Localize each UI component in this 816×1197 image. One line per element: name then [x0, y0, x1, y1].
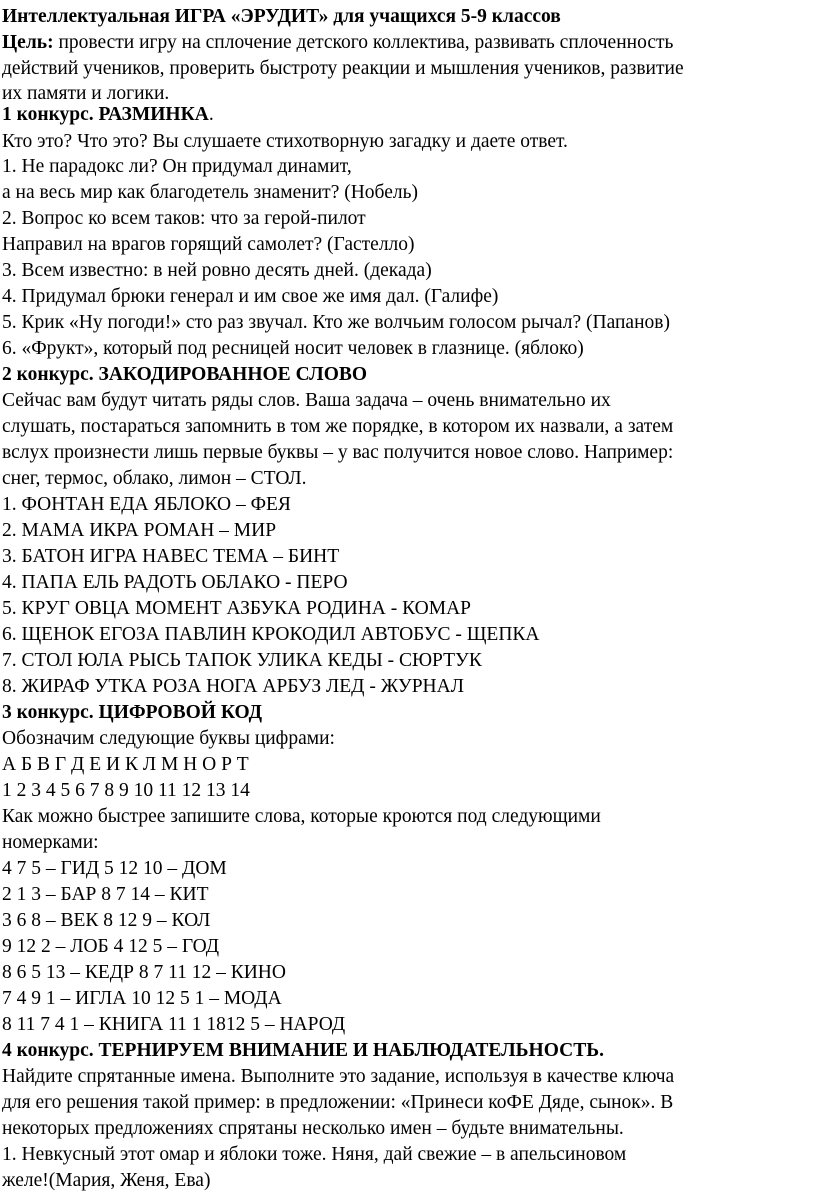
contest2-item: 3. БАТОН ИГРА НАВЕС ТЕМА – БИНТ — [2, 546, 340, 567]
document-title: Интеллектуальная ИГРА «ЭРУДИТ» для учащихся 5-9 классов — [2, 6, 561, 27]
contest3-item: 3 6 8 – ВЕК 8 12 9 – КОЛ — [2, 910, 211, 931]
contest2-item: 2. МАМА ИКРА РОМАН – МИР — [2, 520, 277, 541]
contest2-item: 8. ЖИРАФ УТКА РОЗА НОГА АРБУЗ ЛЕД - ЖУРНАЛ — [2, 676, 464, 697]
contest4-item: желе!(Мария, Женя, Ева) — [2, 1170, 211, 1191]
contest1-item: 2. Вопрос ко всем таков: что за герой-пилот — [2, 208, 366, 229]
contest3-task: Как можно быстрее запишите слова, которые кроются под следующими — [2, 806, 601, 827]
contest1-item: Направил на врагов горящий самолет? (Гастелло) — [2, 234, 415, 255]
contest1-intro: Кто это? Что это? Вы слушаете стихотворную загадку и даете ответ. — [2, 131, 568, 152]
goal-line — [2, 30, 673, 56]
contest2-item: 1. ФОНТАН ЕДА ЯБЛОКО – ФЕЯ — [2, 494, 291, 515]
contest3-heading: 3 конкурс. ЦИФРОВОЙ КОД — [2, 702, 263, 723]
contest1-item: 3. Всем известно: в ней ровно десять дней. (декада) — [2, 260, 432, 281]
goal-text: провести игру на сплочение детского коллектива, развивать сплоченность — [53, 32, 674, 53]
contest3-item: 4 7 5 – ГИД 5 12 10 – ДОМ — [2, 858, 227, 879]
contest1-item: 6. «Фрукт», который под ресницей носит человек в глазнице. (яблоко) — [2, 338, 584, 359]
goal-text: действий учеников, проверить быстроту реакции и мышления учеников, развитие — [2, 58, 684, 79]
contest1-heading: 1 конкурс. РАЗМИНКА. — [2, 104, 214, 125]
contest4-intro: некоторых предложениях спрятаны несколько имен – будьте внимательны. — [2, 1118, 624, 1139]
contest2-item: 4. ПАПА ЕЛЬ РАДОТЬ ОБЛАКО - ПЕРО — [2, 572, 348, 593]
contest2-intro: снег, термос, облако, лимон – СТОЛ. — [2, 468, 307, 489]
contest4-item: 1. Невкусный этот омар и яблоки тоже. Няня, дай свежие – в апельсиновом — [2, 1144, 627, 1165]
contest4-intro: Найдите спрятанные имена. Выполните это задание, используя в качестве ключа — [2, 1066, 675, 1087]
contest2-item: 7. СТОЛ ЮЛА РЫСЬ ТАПОК УЛИКА КЕДЫ - СЮРТУК — [2, 650, 482, 671]
contest2-intro: вслух произнести лишь первые буквы – у вас получится новое слово. Например: — [2, 442, 674, 463]
contest3-item: 7 4 9 1 – ИГЛА 10 12 5 1 – МОДА — [2, 988, 282, 1009]
contest1-item: 4. Придумал брюки генерал и им свое же имя дал. (Галифе) — [2, 286, 499, 307]
contest3-intro: Обозначим следующие буквы цифрами: — [2, 728, 335, 749]
contest1-item: 5. Крик «Ну погоди!» сто раз звучал. Кто же волчьим голосом рычал? (Папанов) — [2, 312, 670, 333]
contest3-item: 8 11 7 4 1 – КНИГА 11 1 1812 5 – НАРОД — [2, 1014, 346, 1035]
contest4-heading: 4 конкурс. ТЕРНИРУЕМ ВНИМАНИЕ И НАБЛЮДАТЕЛЬНОСТЬ. — [2, 1040, 604, 1061]
contest3-item: 9 12 2 – ЛОБ 4 12 5 – ГОД — [2, 936, 220, 957]
contest3-item: 2 1 3 – БАР 8 7 14 – КИТ — [2, 884, 209, 905]
goal-text: их памяти и логики. — [2, 83, 170, 104]
contest2-item: 5. КРУГ ОВЦА МОМЕНТ АЗБУКА РОДИНА - КОМАР — [2, 598, 471, 619]
contest3-item: 8 6 5 13 – КЕДР 8 7 11 12 – КИНО — [2, 962, 286, 983]
contest3-digits: 1 2 3 4 5 6 7 8 9 10 11 12 13 14 — [2, 780, 250, 801]
contest2-heading: 2 конкурс. ЗАКОДИРОВАННОЕ СЛОВО — [2, 364, 368, 385]
contest1-item: а на весь мир как благодетель знаменит? (Нобель) — [2, 182, 418, 203]
contest1-item: 1. Не парадокс ли? Он придумал динамит, — [2, 156, 352, 177]
contest2-intro: Сейчас вам будут читать ряды слов. Ваша задача – очень внимательно их — [2, 390, 611, 411]
contest2-item: 6. ЩЕНОК ЕГОЗА ПАВЛИН КРОКОДИЛ АВТОБУС - ЩЕПКА — [2, 624, 540, 645]
contest4-intro: для его решения такой пример: в предложении: «Принеси коФЕ Дяде, сынок». В — [2, 1092, 674, 1113]
contest3-letters: А Б В Г Д Е И К Л М Н О Р Т — [2, 754, 249, 775]
goal-label: Цель: — [2, 32, 54, 53]
contest3-task: номерками: — [2, 832, 99, 853]
contest2-intro: слушать, постараться запомнить в том же порядке, в котором их назвали, а затем — [2, 416, 674, 437]
